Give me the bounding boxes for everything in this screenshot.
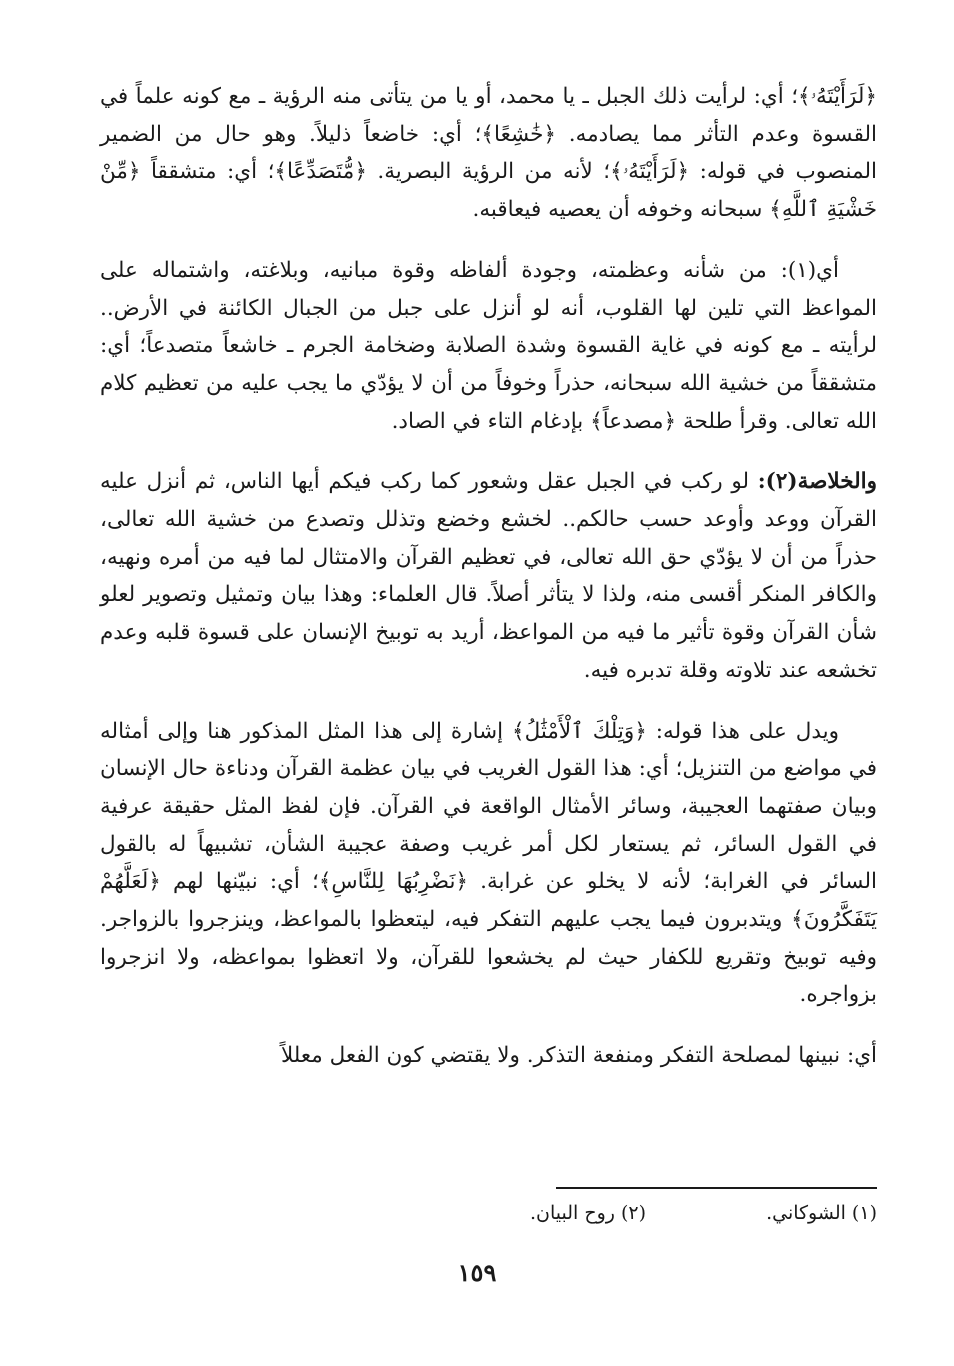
summary-text: لو ركب في الجبل عقل وشعور كما ركب فيكم أيها الناس، ثم أنزل عليه القرآن ووعد وأوعد حسب حالكم.. لخشع وخضع وتذلل وتصدع من خشية الله تعالى، حذراً من أن لا يؤدّي حق الله تعالى، في تعظيم القرآن والامتثال لما فيه من أمره ونهيه، والكافر المنكر أقسى منه، ولذا لا يتأثر أصلاً. قال العلماء: وهذا بيان وتمثيل وتصوير لعلو شأن القرآن وقوة تأثير ما فيه من المواعظ، أريد به توبيخ الإنسان على قسوة قلبه وعدم تخشعه عند تلاوته وقلة تدبره فيه. [100, 469, 877, 683]
footnotes [290, 1202, 877, 1224]
paragraph-2: أي(١): من شأنه وعظمته، وجودة ألفاظه وقوة مبانيه، وبلاغته، واشتماله على المواعظ التي تلين لها القلوب، أنه لو أنزل على جبل من الجبال الكائنة في الأرض.. لرأيته ـ مع كونه في غاية القسوة وشدة الصلابة وضخامة الجرم ـ خاشعاً متصدعاً؛ أي: متشققاً من خشية الله سبحانه، حذراً وخوفاً من أن لا يؤدّي ما يجب عليه من تعظيم كلام الله تعالى. وقرأ طلحة ﴿مصدعاً﴾ بإدغام التاء في الصاد. [100, 257, 877, 434]
summary-lead: والخلاصة(٢): [757, 469, 877, 495]
footnote-1: (١) الشوكاني. [766, 1202, 877, 1224]
paragraph-4: ويدل على هذا قوله: ﴿وَتِلْكَ ٱلْأَمْثَٰلُ﴾ إشارة إلى هذا المثل المذكور هنا وإلى أمثاله في مواضع من التنزيل؛ أي: هذا القول الغريب في بيان عظمة القرآن ودناءة حال الإنسان وبيان صفتهما العجيبة، وسائر الأمثال الواقعة في القرآن. فإن لفظ المثل حقيقة عرفية في القول السائر، ثم يستعار لكل أمر غريب وصفة عجيبة الشأن، تشبيهاً له بالقول السائر في الغرابة؛ لأنه لا يخلو عن غرابة. ﴿نَضْرِبُهَا لِلنَّاسِ﴾؛ أي: نبيّنها لهم ﴿لَعَلَّهُمْ يَتَفَكَّرُونَ﴾ ويتدبرون فيما يجب عليهم التفكر فيه، ليتعظوا بالمواعظ، وينزجروا بالزواجر. وفيه توبيخ وتقريع للكفار حيث لم يخشعوا للقرآن، ولا اتعظوا بمواعظه، ولا انزجروا بزواجره. [100, 718, 877, 1008]
page-number: ١٥٩ [457, 1258, 497, 1287]
paragraph-1: ﴿لَرَأَيْتَهُۥ﴾؛ أي: لرأيت ذلك الجبل ـ يا محمد، أو يا من يتأتى منه الرؤية ـ مع كونه علماً في القسوة وعدم التأثر مما يصادمه. ﴿خَٰشِعًا﴾؛ أي: خاضعاً ذليلاً. وهو حال من الضمير المنصوب في قوله: ﴿لَرَأَيْتَهُۥ﴾؛ لأنه من الرؤية البصرية. ﴿مُّتَصَدِّعًا﴾؛ أي: متشققاً ﴿مِّنْ خَشْيَةِ ٱللَّهِ﴾ سبحانه وخوفه أن يعصيه فيعاقبه. [100, 84, 877, 223]
footnote-divider [556, 1187, 877, 1189]
footnote-2: (٢) روح البيان. [529, 1202, 647, 1224]
paragraph-5: أي: نبينها لمصلحة التفكر ومنفعة التذكر. ولا يقتضي كون الفعل معللاً [280, 1043, 877, 1069]
main-text [100, 78, 877, 1098]
paragraph-3 [100, 463, 877, 689]
